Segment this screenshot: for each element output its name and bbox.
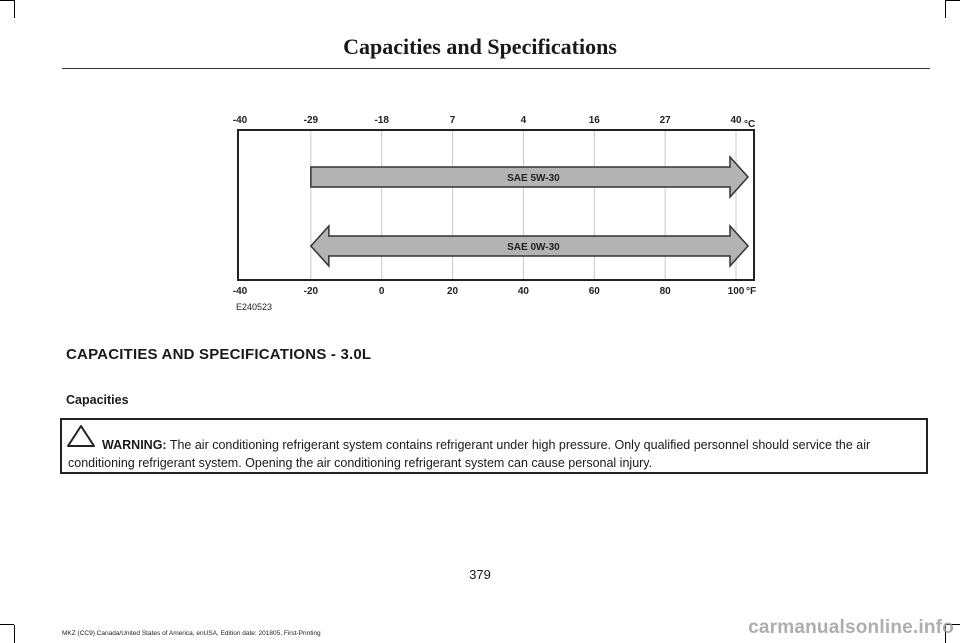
watermark: carmanualsonline.info — [748, 617, 954, 638]
crop-mark — [14, 625, 15, 643]
top-axis-unit: °C — [744, 119, 756, 130]
subsection-heading: Capacities — [66, 393, 129, 407]
crop-mark — [0, 624, 14, 625]
edition-footer: MKZ (CC9) Canada/United States of America, enUSA, Edition date: 201805, First-Printing — [62, 630, 321, 637]
chart-bars — [311, 157, 748, 266]
bottom-tick-label: 60 — [588, 286, 600, 297]
page-title: Capacities and Specifications — [343, 34, 617, 59]
warning-label: WARNING: — [102, 438, 167, 452]
warning-box — [60, 418, 928, 474]
top-axis — [233, 115, 742, 126]
bottom-tick-label: 0 — [378, 286, 385, 297]
viscosity-label: SAE 0W-30 — [507, 242, 560, 253]
bottom-tick-label: 80 — [659, 286, 671, 297]
warning-text — [68, 436, 918, 472]
crop-mark — [946, 0, 960, 1]
crop-mark — [14, 0, 15, 18]
viscosity-label: SAE 5W-30 — [507, 173, 560, 184]
top-tick-label: 7 — [449, 115, 456, 126]
title-divider — [62, 68, 930, 69]
chart-frame — [238, 130, 754, 280]
bottom-tick-label: -40 — [232, 286, 248, 297]
chart-grid — [311, 130, 736, 280]
crop-mark — [945, 0, 946, 18]
crop-mark — [0, 0, 14, 1]
top-tick-label: 40 — [730, 115, 742, 126]
top-tick-label: 4 — [520, 115, 527, 126]
warning-body: The air conditioning refrigerant system contains refrigerant under high pressure. Only qualified personnel should service the air conditioning refrigerant system. Opening the air conditioning refrigerant system can cause personal injury. — [68, 438, 871, 470]
bottom-tick-label: -20 — [303, 286, 319, 297]
section-heading: CAPACITIES AND SPECIFICATIONS - 3.0L — [66, 346, 372, 363]
top-tick-label: -29 — [303, 115, 319, 126]
top-tick-label: 27 — [659, 115, 671, 126]
top-tick-label: -18 — [374, 115, 389, 126]
page-number: 379 — [469, 567, 491, 582]
top-tick-label: -40 — [232, 115, 248, 126]
bottom-tick-label: 20 — [447, 286, 459, 297]
figure-id: E240523 — [236, 302, 273, 312]
bottom-tick-label: 40 — [517, 286, 529, 297]
top-tick-label: 16 — [588, 115, 600, 126]
bottom-axis — [233, 286, 745, 297]
oil-viscosity-chart — [226, 108, 766, 298]
bottom-axis-unit: °F — [746, 286, 757, 297]
bottom-tick-label: 100 — [727, 286, 745, 297]
